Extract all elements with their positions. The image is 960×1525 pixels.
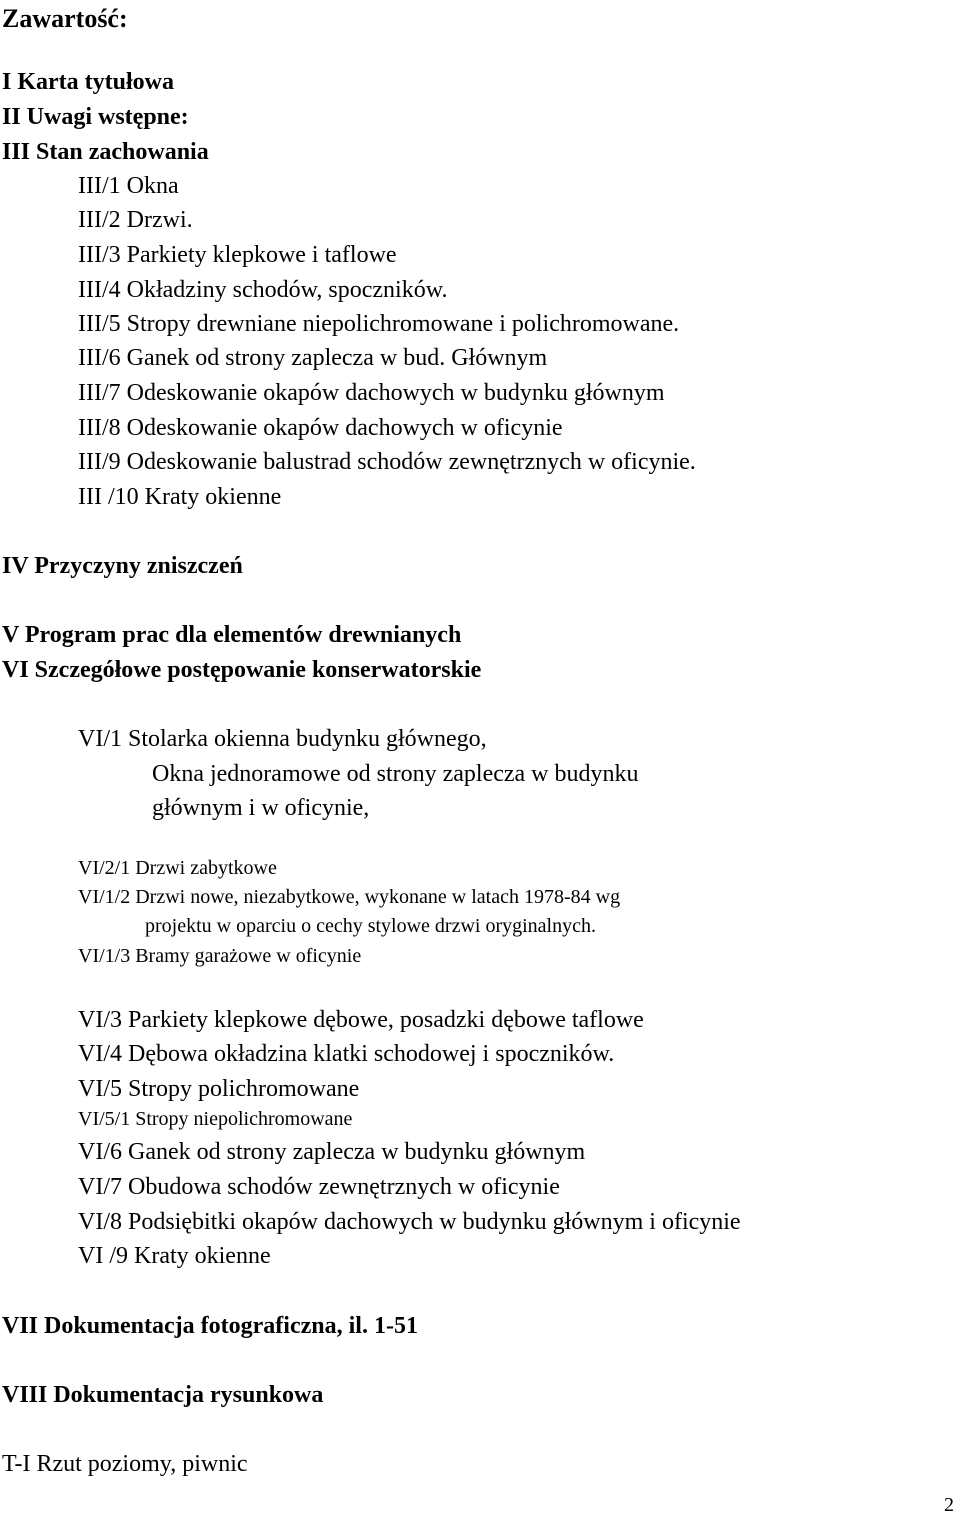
toc-item: VI/7 Obudowa schodów zewnętrznych w oficynie: [78, 1174, 560, 1200]
toc-item: VI/5 Stropy polichromowane: [78, 1076, 360, 1102]
toc-item: III/9 Odeskowanie balustrad schodów zewnętrznych w oficynie.: [78, 449, 696, 475]
toc-item: III/5 Stropy drewniane niepolichromowane i polichromowane.: [78, 311, 680, 337]
toc-item: VI/1/3 Bramy garażowe w oficynie: [78, 945, 362, 967]
toc-item: III/4 Okładziny schodów, spoczników.: [78, 277, 448, 303]
toc-item: III/2 Drzwi.: [78, 207, 193, 233]
toc-item: Okna jednoramowe od strony zaplecza w budynku: [152, 761, 639, 787]
toc-item: III /10 Kraty okienne: [78, 484, 282, 510]
toc-item: III/1 Okna: [78, 173, 179, 199]
toc-item: III/3 Parkiety klepkowe i taflowe: [78, 242, 397, 268]
toc-item: VI/3 Parkiety klepkowe dębowe, posadzki dębowe taflowe: [78, 1007, 644, 1033]
toc-item: VI/1 Stolarka okienna budynku głównego,: [78, 726, 487, 752]
toc-item: III/7 Odeskowanie okapów dachowych w budynku głównym: [78, 380, 665, 406]
toc-item: VI /9 Kraty okienne: [78, 1243, 271, 1269]
toc-item: III/8 Odeskowanie okapów dachowych w oficynie: [78, 415, 563, 441]
toc-item: VI/2/1 Drzwi zabytkowe: [78, 857, 277, 879]
toc-item: VI/8 Podsiębitki okapów dachowych w budynku głównym i oficynie: [78, 1209, 741, 1235]
page-number: 2: [944, 1494, 954, 1516]
toc-item: głównym i w oficynie,: [152, 795, 370, 821]
toc-drawing-item: T-I Rzut poziomy, piwnic: [2, 1451, 248, 1477]
toc-item: III/6 Ganek od strony zaplecza w bud. Głównym: [78, 345, 548, 371]
toc-section-7: VII Dokumentacja fotograficzna, il. 1-51: [2, 1313, 418, 1339]
toc-section-5: V Program prac dla elementów drewnianych: [2, 622, 462, 648]
toc-item: VI/1/2 Drzwi nowe, niezabytkowe, wykonane w latach 1978-84 wg: [78, 886, 621, 908]
toc-item: VI/5/1 Stropy niepolichromowane: [78, 1108, 353, 1130]
toc-title: Zawartość:: [2, 4, 128, 33]
toc-section-8: VIII Dokumentacja rysunkowa: [2, 1382, 324, 1408]
toc-section-3: III Stan zachowania: [2, 139, 209, 165]
toc-section-4: IV Przyczyny zniszczeń: [2, 553, 243, 579]
toc-section-2: II Uwagi wstępne:: [2, 104, 189, 130]
toc-item: VI/6 Ganek od strony zaplecza w budynku głównym: [78, 1139, 586, 1165]
toc-item: VI/4 Dębowa okładzina klatki schodowej i spoczników.: [78, 1041, 615, 1067]
toc-section-1: I Karta tytułowa: [2, 69, 174, 95]
toc-section-6: VI Szczegółowe postępowanie konserwatorskie: [2, 657, 482, 683]
toc-item: projektu w oparciu o cechy stylowe drzwi oryginalnych.: [145, 915, 596, 937]
